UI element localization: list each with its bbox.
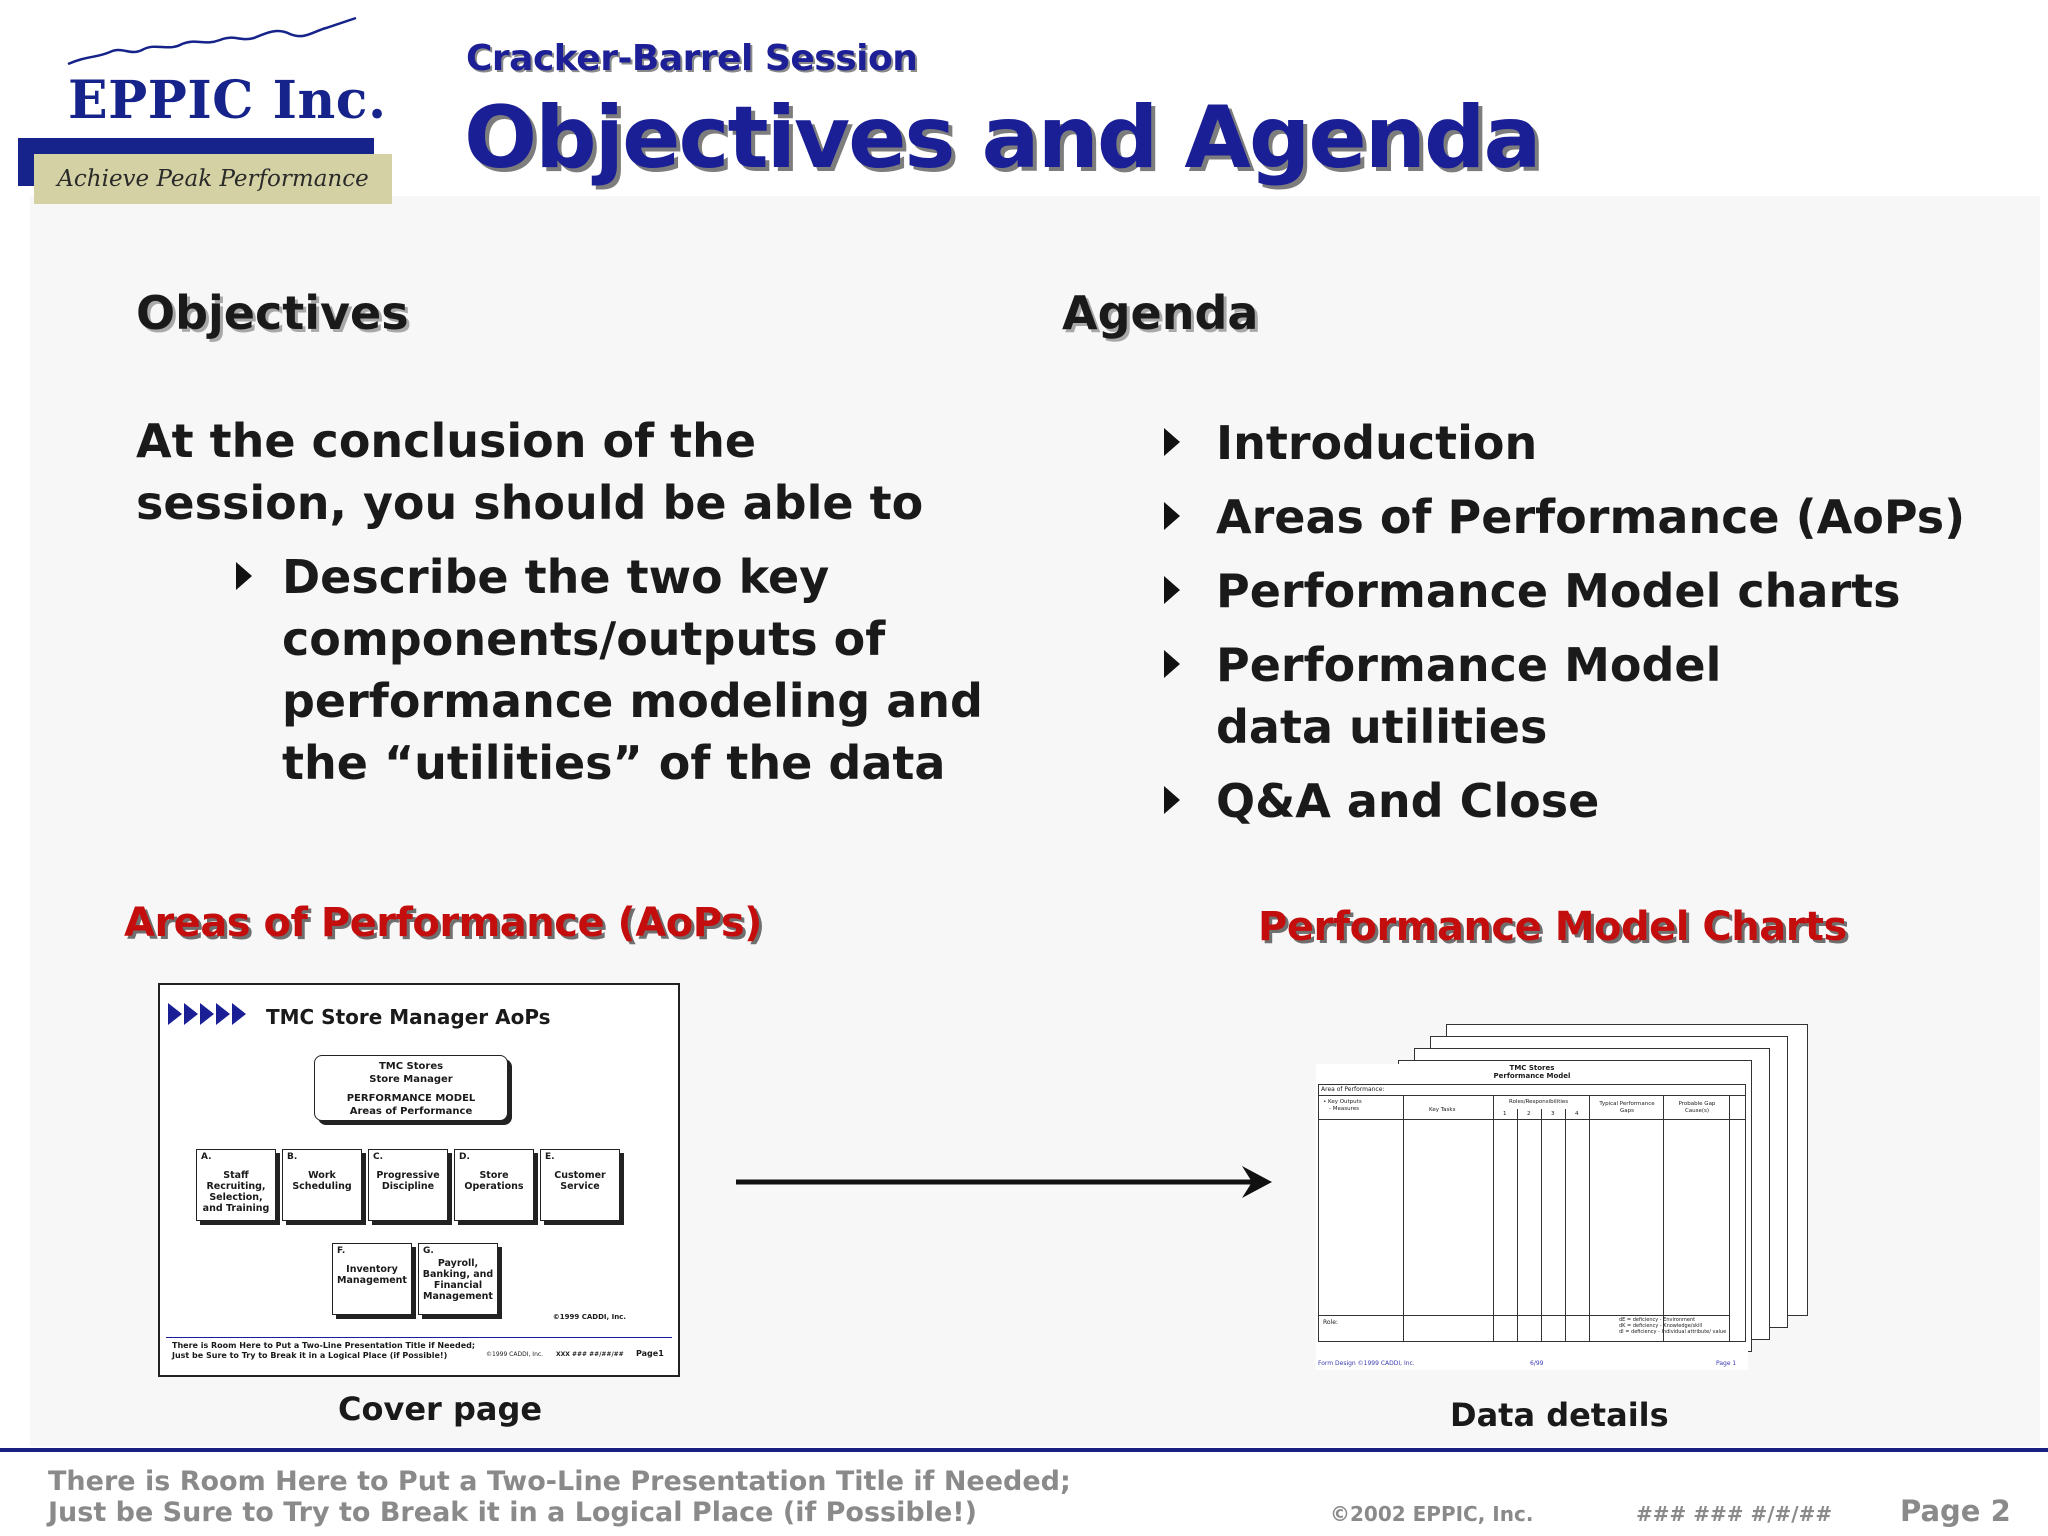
charts-heading: Performance Model Charts — [1258, 904, 1847, 950]
chart-col-causes: Probable Gap Cause(s) — [1678, 1101, 1716, 1114]
bullet-triangle-icon — [1164, 576, 1180, 604]
aop-box-d — [454, 1149, 534, 1221]
chart-title-line: TMC Stores — [1509, 1064, 1555, 1072]
role-num: 4 — [1575, 1111, 1579, 1117]
center-line: Store Manager — [369, 1074, 453, 1085]
page-title: Objectives and Agenda — [464, 88, 1540, 188]
aop-letter: E. — [545, 1152, 555, 1162]
aop-box-f — [332, 1243, 412, 1315]
agenda-heading: Agenda — [1062, 286, 1259, 340]
objectives-bullet — [236, 546, 1016, 794]
chart-thumb-grid — [1318, 1084, 1746, 1342]
right-arrow-icon — [736, 1162, 1276, 1202]
aop-box-g — [418, 1243, 498, 1315]
logo-signature-icon — [64, 12, 364, 74]
aops-thumbnail — [158, 983, 680, 1377]
col-text: - Measures — [1329, 1106, 1359, 1112]
center-line: TMC Stores — [378, 1061, 444, 1072]
bullet-triangle-icon — [236, 562, 252, 590]
chart-thumb-title — [1316, 1064, 1748, 1080]
aop-box-a — [196, 1149, 276, 1221]
grid-line — [1517, 1109, 1518, 1341]
aops-heading: Areas of Performance (AoPs) — [124, 900, 762, 946]
footer-rule — [0, 1448, 2048, 1452]
logo-company-name: EPPIC Inc. — [68, 70, 387, 131]
aop-label: Work Scheduling — [292, 1170, 352, 1192]
objectives-heading: Objectives — [136, 286, 409, 340]
legend-line: dK = deficiency - Knowledge/skill — [1619, 1323, 1703, 1329]
chart-title-line: Performance Model — [1493, 1072, 1571, 1080]
grid-line — [1729, 1095, 1730, 1341]
bullet-triangle-icon — [1164, 502, 1180, 530]
role-num: 3 — [1551, 1111, 1555, 1117]
role-num: 2 — [1527, 1111, 1531, 1117]
footer-title-line: There is Room Here to Put a Two-Line Presentation Title if Needed; — [48, 1466, 1071, 1497]
chart-col-gaps: Typical Performance Gaps — [1599, 1101, 1655, 1114]
grid-line — [1319, 1119, 1745, 1120]
aop-label: Progressive Discipline — [376, 1170, 440, 1192]
grid-line — [1493, 1095, 1494, 1341]
chart-role-label: Role: — [1323, 1319, 1338, 1326]
chart-footer-page: Page 1 — [1716, 1360, 1737, 1367]
grid-line — [1589, 1095, 1590, 1341]
grid-line — [1663, 1095, 1664, 1341]
agenda-item-text: Introduction — [1216, 416, 1538, 470]
center-line: PERFORMANCE MODEL — [346, 1093, 476, 1104]
thumb-footer-line: Just be Sure to Try to Break it in a Logical Place (if Possible!) — [172, 1351, 448, 1360]
objectives-intro: At the conclusion of the session, you should be able to — [136, 414, 924, 530]
aop-letter: A. — [201, 1152, 212, 1162]
grid-line — [1319, 1315, 1729, 1316]
grid-line — [1565, 1109, 1566, 1341]
aop-letter: F. — [337, 1246, 346, 1256]
agenda-item — [1164, 770, 2024, 832]
agenda-item-text: Q&A and Close — [1216, 774, 1600, 828]
agenda-item — [1164, 560, 2024, 622]
col-text: • Key Outputs — [1323, 1099, 1362, 1105]
aops-thumb-rule — [166, 1337, 672, 1338]
agenda-item-text: Areas of Performance (AoPs) — [1216, 490, 1966, 544]
aops-thumb-footer-code: XXX ### ##/##/## — [556, 1351, 624, 1358]
aop-box-e — [540, 1149, 620, 1221]
agenda-item-text: Performance Model data utilities — [1216, 638, 1722, 754]
aops-center-box — [314, 1055, 508, 1121]
chart-footer-left: Form Design ©1999 CADDI, Inc. — [1318, 1360, 1415, 1367]
aop-label: Payroll, Banking, and Financial Management — [422, 1258, 494, 1302]
footer-copyright: ©2002 EPPIC, Inc. — [1330, 1502, 1534, 1526]
session-subtitle: Cracker-Barrel Session — [466, 38, 918, 79]
chart-sheet-front — [1316, 1064, 1748, 1370]
charts-caption: Data details — [1450, 1396, 1669, 1434]
aops-thumb-title: TMC Store Manager AoPs — [266, 1005, 551, 1029]
thumb-footer-line: There is Room Here to Put a Two-Line Presentation Title if Needed; — [172, 1341, 476, 1350]
aops-thumb-copyright: ©1999 CADDI, Inc. — [552, 1313, 626, 1321]
chart-col-tasks: Key Tasks — [1429, 1107, 1456, 1113]
chart-area-label: Area of Performance: — [1321, 1086, 1385, 1093]
aops-thumb-footer — [172, 1341, 475, 1361]
agenda-item — [1164, 486, 2024, 548]
aop-box-b — [282, 1149, 362, 1221]
aops-caption: Cover page — [338, 1390, 543, 1428]
objectives-bullet-text: Describe the two key components/outputs of performance modeling and the “utilities” of the data — [282, 550, 983, 790]
aop-letter: C. — [373, 1152, 384, 1162]
chart-legend — [1619, 1317, 1726, 1335]
agenda-item-text: Performance Model charts — [1216, 564, 1901, 618]
bullet-triangle-icon — [1164, 650, 1180, 678]
agenda-item — [1164, 634, 2024, 758]
grid-line — [1541, 1109, 1542, 1341]
bullet-triangle-icon — [1164, 786, 1180, 814]
logo-tagline: Achieve Peak Performance — [34, 154, 392, 204]
center-line: Areas of Performance — [349, 1106, 473, 1117]
aops-thumb-footer-copy: ©1999 CADDI, Inc. — [486, 1351, 544, 1358]
arrow-chevrons-icon — [168, 1001, 252, 1027]
grid-line — [1319, 1095, 1745, 1096]
chart-footer-mid: 6/99 — [1530, 1360, 1544, 1367]
aop-letter: D. — [459, 1152, 470, 1162]
aop-box-c — [368, 1149, 448, 1221]
bullet-triangle-icon — [1164, 428, 1180, 456]
chart-col-outputs — [1323, 1099, 1362, 1113]
agenda-item — [1164, 412, 2024, 474]
chart-col-roles: Roles/Responsibilities — [1509, 1099, 1569, 1105]
grid-line — [1403, 1095, 1404, 1341]
aop-letter: G. — [423, 1246, 434, 1256]
page-number: Page 2 — [1900, 1494, 2011, 1528]
legend-line: dE = deficiency - Environment — [1619, 1317, 1696, 1323]
agenda-list — [1164, 412, 2024, 832]
aop-label: Inventory Management — [337, 1264, 407, 1286]
aop-label: Staff Recruiting, Selection, and Training — [202, 1170, 270, 1214]
legend-line: dI = deficiency - Individual attribute/ value — [1619, 1329, 1727, 1335]
footer-title — [48, 1466, 1071, 1528]
role-num: 1 — [1503, 1111, 1507, 1117]
aops-thumb-footer-page: Page1 — [636, 1349, 664, 1358]
footer-title-line: Just be Sure to Try to Break it in a Logical Place (if Possible!) — [48, 1497, 977, 1528]
aop-label: Customer Service — [554, 1170, 606, 1192]
footer-code: ### ### #/#/## — [1636, 1502, 1833, 1526]
aop-label: Store Operations — [464, 1170, 524, 1192]
aop-letter: B. — [287, 1152, 298, 1162]
